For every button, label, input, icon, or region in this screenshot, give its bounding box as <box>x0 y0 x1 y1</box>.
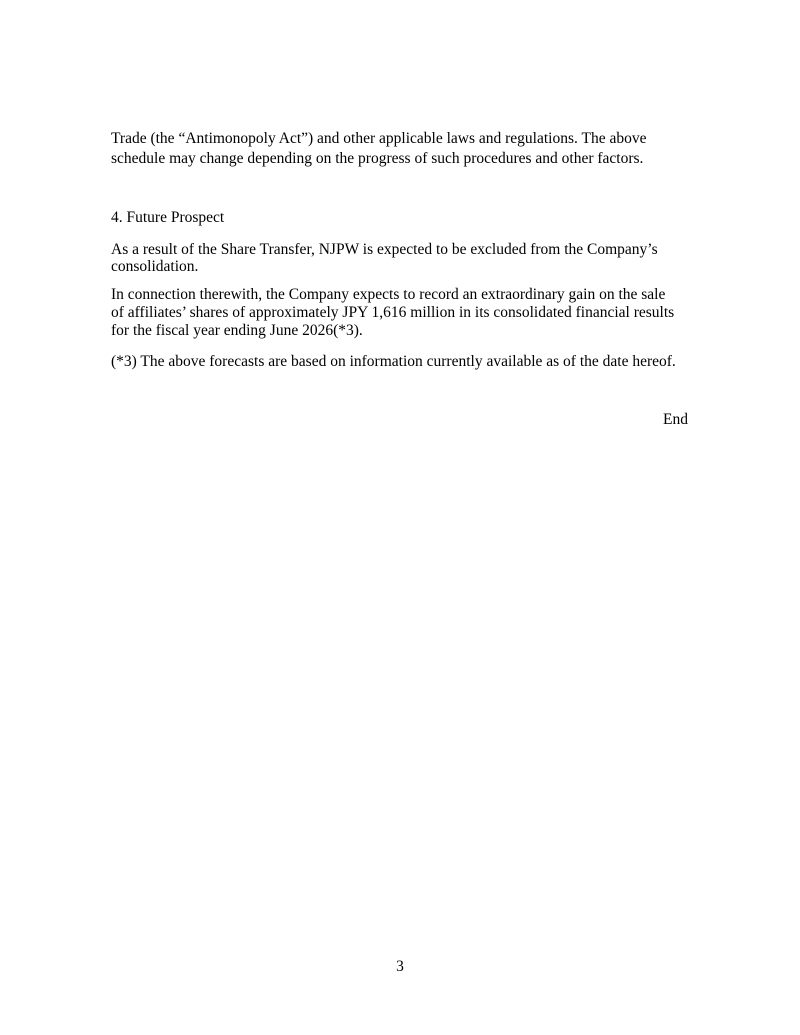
paragraph-line: schedule may change depending on the progress of such procedures and other factors. <box>111 150 644 167</box>
section-heading: 4. Future Prospect <box>111 209 225 226</box>
page-number: 3 <box>396 958 404 975</box>
footnote: (*3) The above forecasts are based on information currently available as of the date hereof. <box>111 353 676 370</box>
paragraph-line: of affiliates’ shares of approximately JPY 1,616 million in its consolidated financial results <box>111 304 675 321</box>
end-marker: End <box>663 411 688 428</box>
paragraph-line: In connection therewith, the Company expects to record an extraordinary gain on the sale <box>111 286 666 303</box>
paragraph-line: Trade (the “Antimonopoly Act”) and other applicable laws and regulations. The above <box>111 130 647 147</box>
paragraph-line: for the fiscal year ending June 2026(*3). <box>111 322 363 339</box>
paragraph-line: As a result of the Share Transfer, NJPW is expected to be excluded from the Company’s <box>111 241 658 258</box>
paragraph-line: consolidation. <box>111 258 199 275</box>
